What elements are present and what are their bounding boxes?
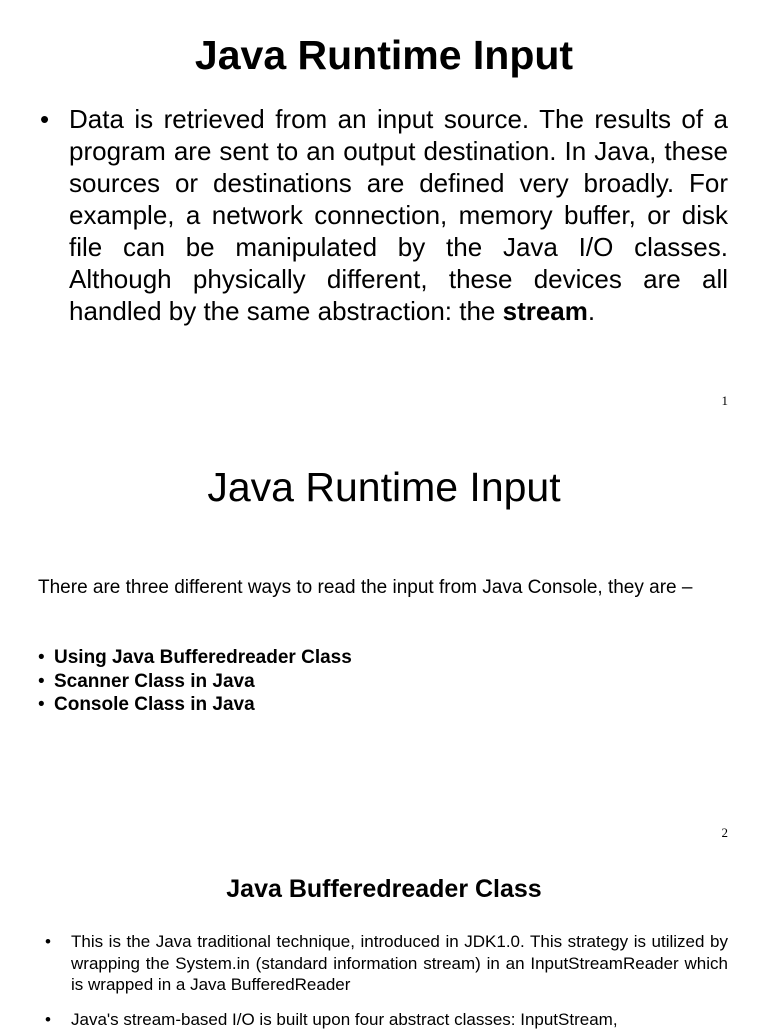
slide-2-intro: There are three different ways to read the input from Java Console, they are – [38, 577, 693, 598]
slide-1-paragraph [69, 103, 728, 327]
slide-2-title: Java Runtime Input [207, 464, 561, 510]
page-number: 2 [721, 825, 728, 840]
list-item-label: Console Class in Java [54, 694, 255, 715]
ways-list [38, 646, 728, 717]
paragraph-bold-term: stream [502, 296, 588, 326]
slide-3 [0, 845, 768, 1029]
bullet-text: This is the Java traditional technique, introduced in JDK1.0. This strategy is utilized by wrapping the System.in (standard information stream) in an InputStreamReader which is wrapped in a Java BufferedReader [71, 932, 728, 994]
list-item [38, 670, 728, 694]
bullet-icon: • [45, 932, 51, 951]
paragraph-end: . [587, 296, 596, 326]
list-item [38, 693, 728, 717]
bullet-icon: • [38, 694, 45, 715]
page-number: 1 [721, 393, 728, 408]
paragraph-text: Data is retrieved from an input source. The results of a program are sent to an output destination. In Java, these sources or destinations are defined very broadly. For example, a network connection, memory buffer, or disk file can be manipulated by the Java I/O classes. Although physically different, these devices are all handled by the same abstraction: the [69, 104, 728, 326]
list-item-label: Scanner Class in Java [54, 670, 255, 692]
slide-1-title: Java Runtime Input [194, 32, 574, 78]
bullet-icon: • [38, 647, 45, 668]
slide-1 [0, 0, 768, 430]
slide-2 [0, 430, 768, 845]
list-item-label: Using Java Bufferedreader Class [54, 647, 352, 668]
bullet-icon: • [40, 104, 50, 134]
bullet-icon: • [38, 670, 45, 692]
list-item [38, 646, 728, 670]
bullet-text: Java's stream-based I/O is built upon four abstract classes: InputStream, [71, 1010, 618, 1029]
bullet-icon: • [45, 1010, 51, 1029]
slide-3-title: Java Bufferedreader Class [226, 875, 542, 903]
